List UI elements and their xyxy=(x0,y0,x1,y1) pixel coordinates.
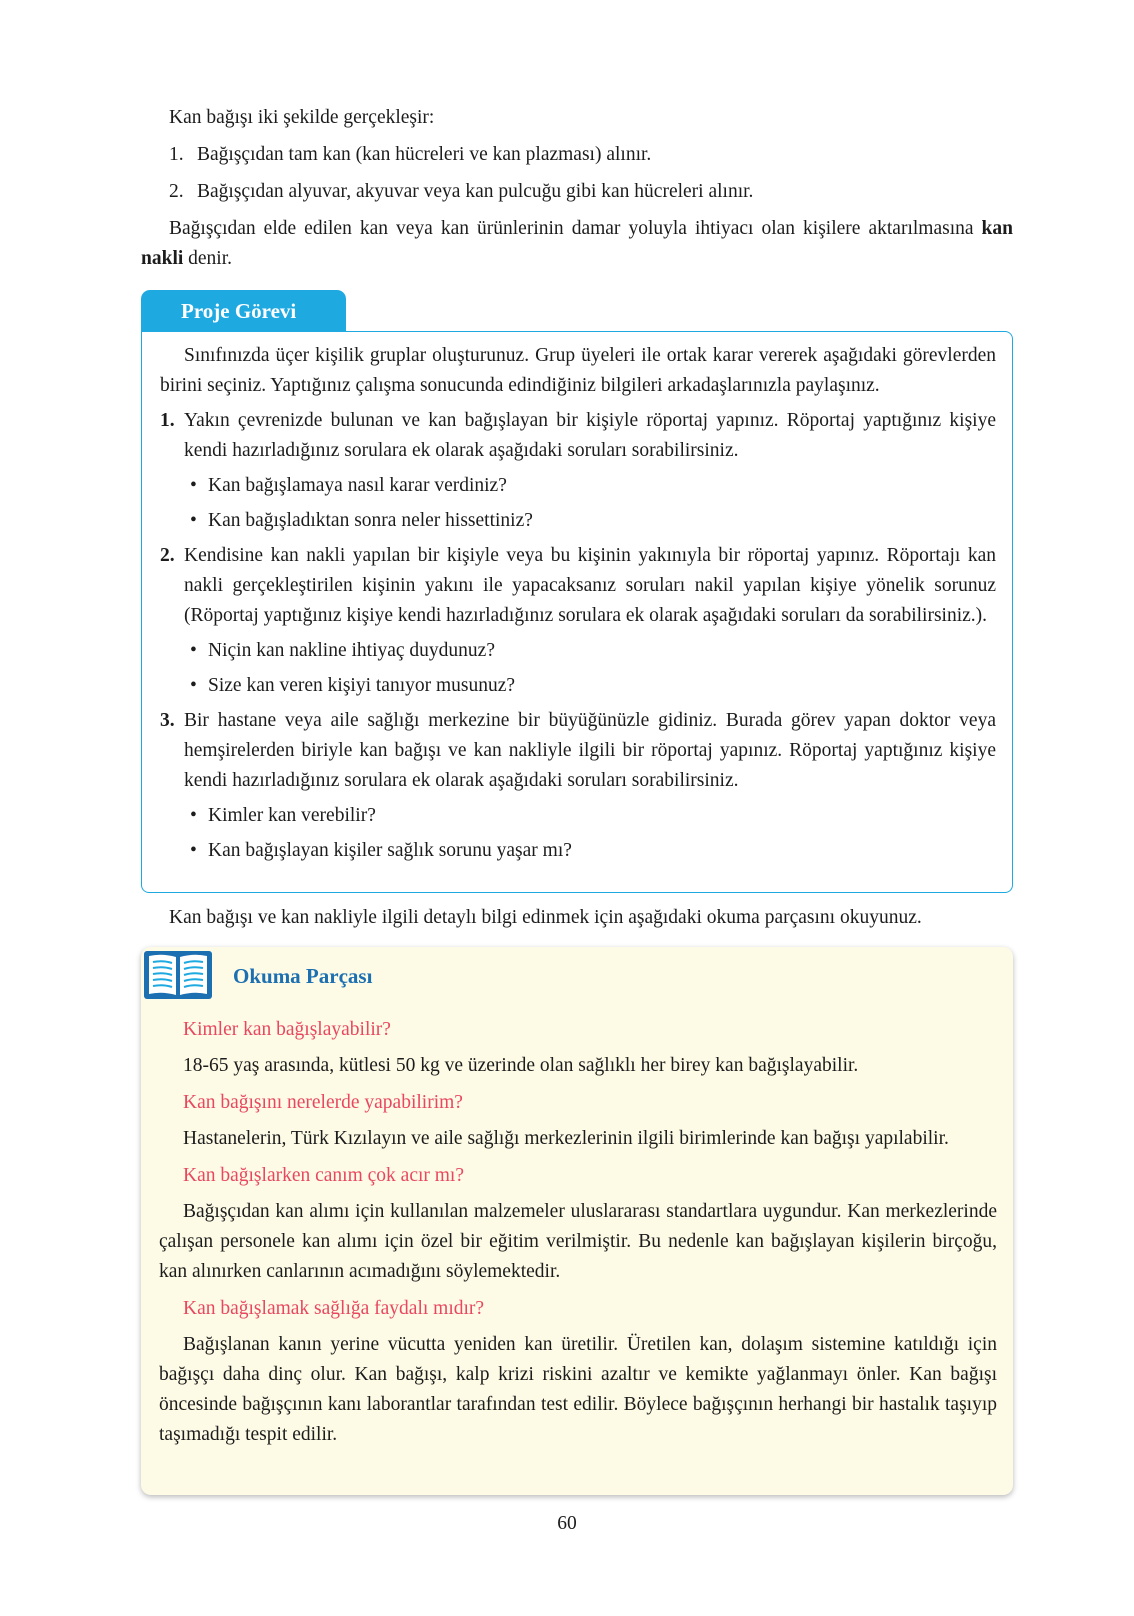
bullet-item: • Kan bağışlayan kişiler sağlık sorunu yaşar mı? xyxy=(184,836,996,866)
reading-question: Kan bağışlarken canım çok acır mı? xyxy=(183,1165,465,1186)
bullet-icon: • xyxy=(190,840,197,861)
project-task-tab: Proje Görevi xyxy=(141,290,346,332)
reading-instruction: Kan bağışı ve kan nakliyle ilgili detaylı bilgi edinmek için aşağıdaki okuma parçasını okuyunuz. xyxy=(169,907,922,928)
reading-title: Okuma Parçası xyxy=(233,964,373,988)
bullet-icon: • xyxy=(190,475,197,496)
reading-question: Kimler kan bağışlayabilir? xyxy=(183,1019,391,1040)
reading-answer: Bağışlanan kanın yerine vücutta yeniden kan üretilir. Üretilen kan, dolaşım sistemine katıldığı için bağışçı daha dinç olur. Kan bağışı, kalp krizi riskini azaltır ve kemikte yağlanmayı önler. Kan bağışı öncesinde bağışçının kanı laborantlar tarafından test edilir. Böylece bağışçının herhangi bir hastalık taşıyıp taşımadığı tespit edilir. xyxy=(159,1334,997,1445)
definition-term: kan nakli xyxy=(141,218,1013,269)
intro-section xyxy=(141,103,1013,281)
reading-answer: Hastanelerin, Türk Kızılayın ve aile sağlığı merkezlerinin ilgili birimlerinde kan bağışı yapılabilir. xyxy=(183,1128,949,1149)
bullet-icon: • xyxy=(190,805,197,826)
project-intro: Sınıfınızda üçer kişilik gruplar oluşturunuz. Grup üyeleri ile ortak karar vererek aşağıdaki görevlerden birini seçiniz. Yaptığınız çalışma sonucunda edindiğiniz bilgileri arkadaşlarınızla paylaşınız. xyxy=(160,345,996,396)
bullet-icon: • xyxy=(190,675,197,696)
project-task-2: 2. Kendisine kan nakli yapılan bir kişiyle veya bu kişinin yakınıyla bir röportaj yapınız. Röportajı kan nakli gerçekleştirilen kişinin yakını ile yapacaksanız soruları nakil yapılan kişiye yönelik sorunuz (Röportaj yaptığınız kişiye kendi hazırladığınız sorulara ek olarak aşağıdaki soruları da sorabilirsiniz.). xyxy=(160,545,996,626)
bullet-item: • Kimler kan verebilir? xyxy=(184,801,996,831)
bullet-item: • Niçin kan nakline ihtiyaç duydunuz? xyxy=(184,636,996,666)
list-item: 2. Bağışçıdan alyuvar, akyuvar veya kan pulcuğu gibi kan hücreleri alınır. xyxy=(169,181,754,202)
bullet-icon: • xyxy=(190,640,197,661)
page-number: 60 xyxy=(557,1513,577,1534)
bullet-icon: • xyxy=(190,510,197,531)
list-item: 1. Bağışçıdan tam kan (kan hücreleri ve kan plazması) alınır. xyxy=(169,144,652,165)
open-book-icon xyxy=(142,947,214,1003)
project-task-box xyxy=(141,331,1013,893)
bullet-item: • Kan bağışladıktan sonra neler hissettiniz? xyxy=(184,506,996,536)
reading-question: Kan bağışını nerelerde yapabilirim? xyxy=(183,1092,463,1113)
reading-box xyxy=(141,947,1013,1495)
reading-question: Kan bağışlamak sağlığa faydalı mıdır? xyxy=(183,1298,485,1319)
reading-answer: 18-65 yaş arasında, kütlesi 50 kg ve üzerinde olan sağlıklı her birey kan bağışlayabilir. xyxy=(183,1055,859,1076)
definition-paragraph: Bağışçıdan elde edilen kan veya kan ürünlerinin damar yoluyla ihtiyacı olan kişilere aktarılmasına kan nakli denir. xyxy=(141,218,1013,269)
bullet-item: • Size kan veren kişiyi tanıyor musunuz? xyxy=(184,671,996,701)
reading-answer: Bağışçıdan kan alımı için kullanılan malzemeler uluslararası standartlara uygundur. Kan merkezlerinde çalışan personele kan alımı için özel bir eğitim verilmiştir. Bu nedenle kan bağışlayan kişilerin birçoğu, kan alınırken canlarının acımadığını söylemektedir. xyxy=(159,1201,997,1282)
project-task-1: 1. Yakın çevrenizde bulunan ve kan bağışlayan bir kişiyle röportaj yapınız. Röportaj yaptığınız kişiye kendi hazırladığınız sorulara ek olarak aşağıdaki soruları sorabilirsiniz. xyxy=(160,410,996,461)
bullet-item: • Kan bağışlamaya nasıl karar verdiniz? xyxy=(184,471,996,501)
project-task-3: 3. Bir hastane veya aile sağlığı merkezine bir büyüğünüzle gidiniz. Burada görev yapan doktor veya hemşirelerden biriyle kan bağışı ve kan nakliyle ilgili bir röportaj yapınız. Röportaj yaptığınız kişiye kendi hazırladığınız sorulara ek olarak aşağıdaki soruları sorabilirsiniz. xyxy=(160,710,996,791)
intro-heading: Kan bağışı iki şekilde gerçekleşir: xyxy=(169,107,435,128)
